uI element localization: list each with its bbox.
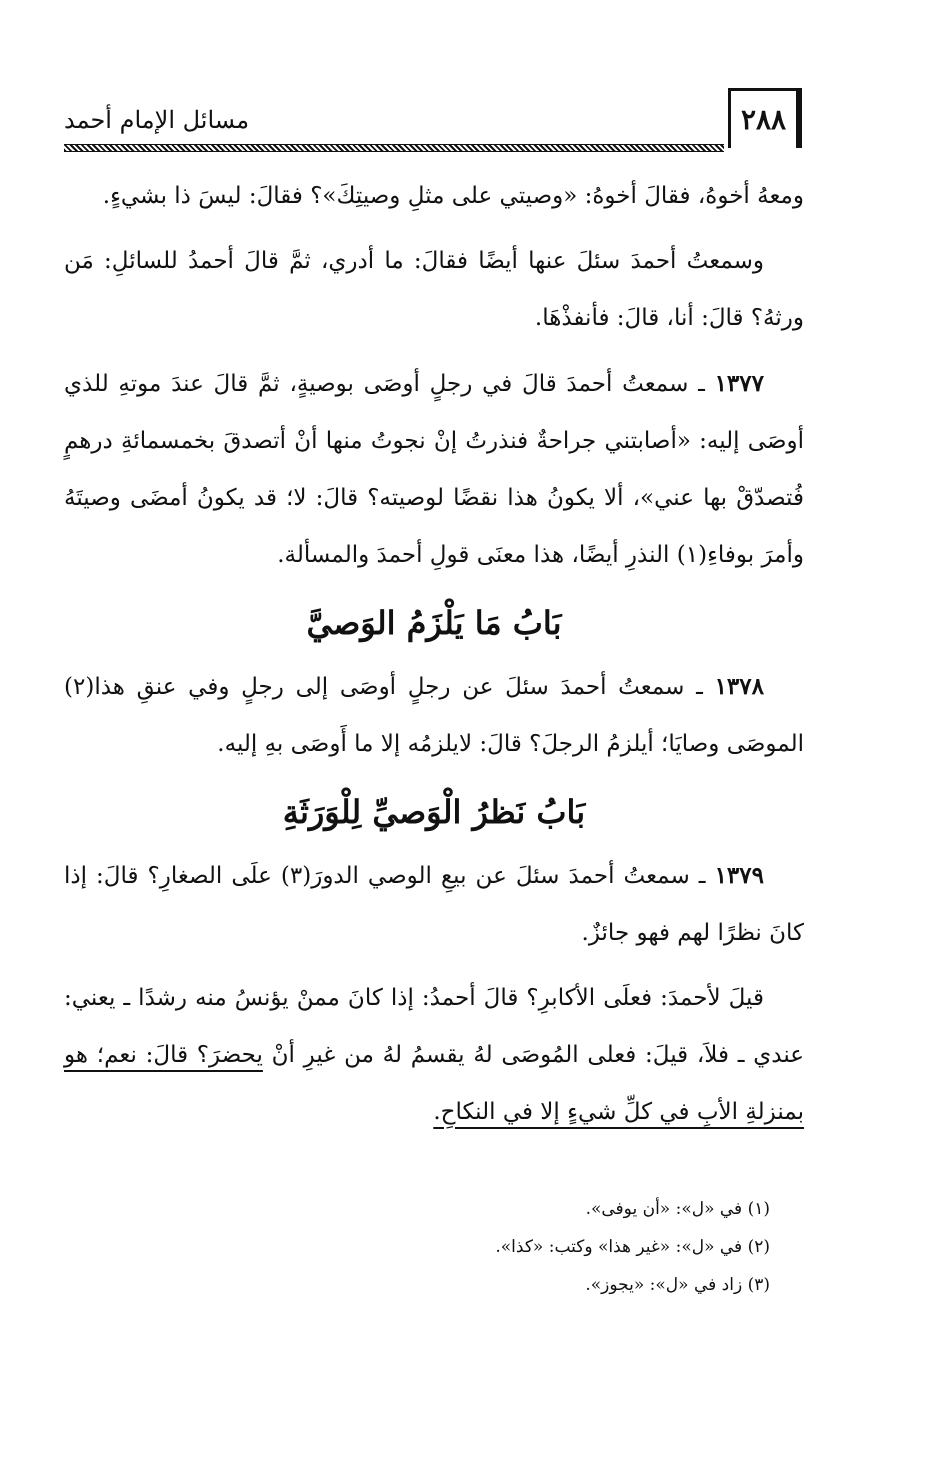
header-rule	[64, 144, 724, 152]
footnote-2: (٢) في «ل»: «غير هذا» وكتب: «كذا».	[495, 1237, 770, 1257]
running-title: مسائل الإمام أحمد	[64, 106, 250, 134]
main-text	[64, 168, 804, 1149]
footnote-3: (٣) زاد في «ل»: «يجوز».	[585, 1275, 770, 1295]
entry-1378	[64, 658, 804, 773]
section-heading-1: بَابُ مَا يَلْزَمُ الوَصيَّ	[306, 604, 562, 642]
footnote-1: (١) في «ل»: «أن يوفى».	[585, 1199, 770, 1219]
paragraph-last	[64, 970, 804, 1141]
entry-1377	[64, 355, 804, 584]
page-header	[64, 88, 804, 154]
entry-text: ـ سمعتُ أحمدَ سئلَ عن رجلٍ أوصَى إلى رجلٍ وفي عنقِ هذا(٢) الموصَى وصايَا؛ أيلزمُ الرجلَ؟ قالَ: لايلزمُه إلا ما أَوصَى بهِ إليه.	[64, 674, 804, 757]
entry-number: ١٣٧٨	[714, 673, 764, 700]
entry-1379	[64, 847, 804, 962]
section-heading-2: بَابُ نَظرُ الْوَصيِّ لِلْوَرَثَةِ	[282, 793, 586, 831]
entry-text: ـ سمعتُ أحمدَ سئلَ عن بيعِ الوصي الدورَ(٣) علَى الصغارِ؟ قالَ: إذا كانَ نظرًا لهم فهو جائزٌ.	[64, 863, 804, 946]
paragraph-1: ومعهُ أخوهُ، فقالَ أخوهُ: «وصيتي على مثلِ وصيتِكَ»؟ فقالَ: ليسَ ذا بشيءٍ.	[102, 183, 804, 209]
page-number: ٢٨٨	[728, 88, 802, 148]
entry-text: ـ سمعتُ أحمدَ قالَ في رجلٍ أوصَى بوصيةٍ، ثمَّ قالَ عندَ موتهِ للذي أوصَى إليه: «أصابتني جراحةٌ فنذرتُ إنْ نجوتُ منها أنْ أتصدقَ بخمسمائةِ درهمٍ فُتصدّقْ بها عني»، ألا يكونُ هذا نقضًا لوصيته؟ قالَ: لا؛ قد يكونُ أمضَى وصيتَهُ وأمرَ بوفاءِ(١) النذرِ أيضًا، هذا معنَى قولِ أحمدَ والمسألة.	[64, 371, 804, 568]
paragraph-2: وسمعتُ أحمدَ سئلَ عنها أيضًا فقالَ: ما أدري، ثمَّ قالَ أحمدُ للسائلِ: مَن ورثهُ؟ قالَ: أنا، قالَ: فأنفذْهَا.	[64, 248, 804, 331]
entry-number: ١٣٧٧	[714, 370, 764, 397]
entry-number: ١٣٧٩	[714, 862, 764, 889]
paragraph-last-a: قيلَ لأحمدَ: فعلَى الأكابرِ؟ قالَ أحمدُ: إذا كانَ ممنْ يؤنسُ منه رشدًا ـ يعني: عندي ـ فلاَ، قيلَ: فعلى المُوصَى لهُ يقسمُ لهُ من غيرِ أنْ	[64, 985, 804, 1068]
footnotes	[64, 1190, 770, 1304]
paragraph-last-b: يحضرَ؟ قالَ: نعم؛ هو بمنزلةِ الأبِ في كلِّ شيءٍ إلا في النكاحِ.	[64, 1042, 804, 1125]
